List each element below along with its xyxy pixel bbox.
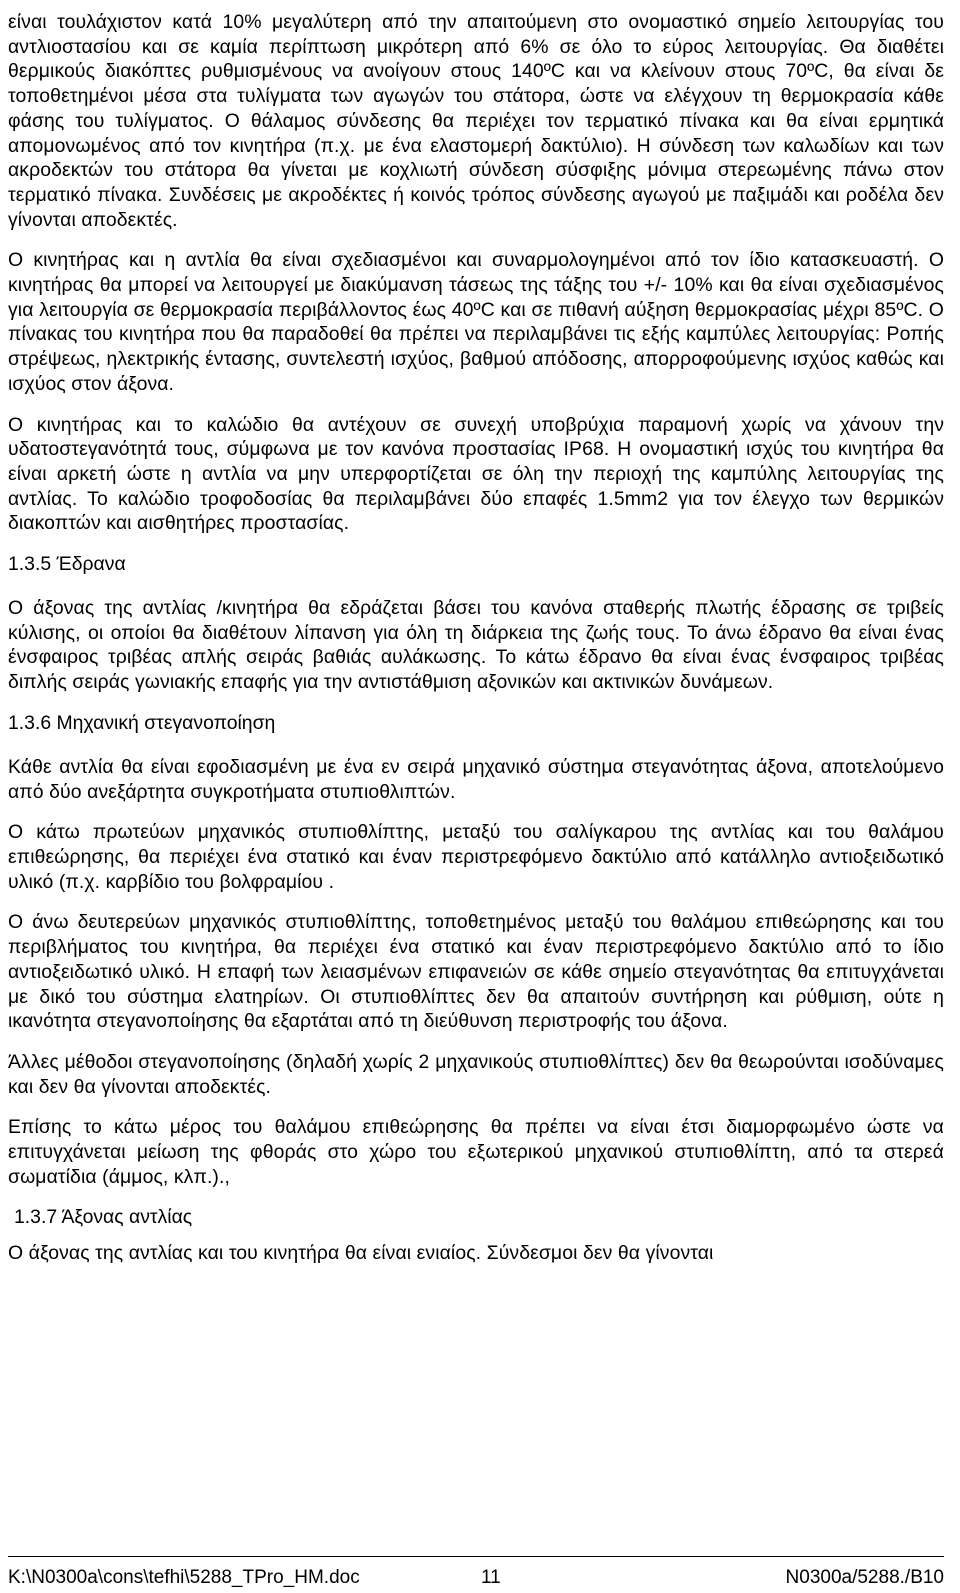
heading-title: Έδρανα bbox=[56, 553, 126, 576]
document-body bbox=[8, 10, 944, 1282]
paragraph-motor-design: Ο κινητήρας και η αντλία θα είναι σχεδιασμένοι και συναρμολογημένοι από τον ίδιο κατασκευαστή. Ο κινητήρας θα μπορεί να λειτουργεί με διακύμανση τάσεως της τάξης του +/- 10% και θα είναι σχεδιασμένος για λειτουργία σε θερμοκρασία περιβάλλοντος έως 40ºC και σε πιθανή αύξηση θερμοκρασίας μέχρι 85ºC. Ο πίνακας του κινητήρα που θα παραδοθεί θα πρέπει να περιλαμβάνει τις εξής καμπύλες λειτουργίας: Ροπής στρέψεως, ηλεκτρικής έντασης, συντελεστή ισχύος, βαθμού απόδοσης, απορροφούμενης ισχύος καθώς και ισχύος στον άξονα. bbox=[8, 249, 944, 395]
heading-title: Άξονας αντλίας bbox=[61, 1206, 193, 1229]
heading-number: 1.3.6 bbox=[8, 711, 52, 734]
paragraph-motor-thermal-switches: είναι τουλάχιστον κατά 10% μεγαλύτερη από την απαιτούμενη στο ονομαστικό σημείο λειτουργίας του αντλιοστασίου και σε καμία περίπτωση μικρότερη από 6% σε όλο το εύρος λειτουργίας. Θα διαθέτει θερμικούς διακόπτες ρυθμισμένους να ανοίγουν στους 140ºC και να κλείνουν στους 70ºC, θα είναι δε τοποθετημένοι μέσα στα τυλίγματα των αγωγών του στάτορα, ώστε να ελέγχουν τη θερμοκρασία κάθε φάσης του τυλίγματος. Ο θάλαμος σύνδεσης θα περιέχει τον τερματικό πίνακα και θα είναι ερμητικά απομονωμένος από τον κινητήρα (π.χ. με ένα ελαστομερή δακτύλιο). Η σύνδεση των καλωδίων και των ακροδεκτών του στάτορα θα γίνεται με κοχλιωτή σύνδεση σύσφιξης μόνιμα στερεωμένης πάνω στον τερματικό πίνακα. Συνδέσεις με ακροδέκτες ή κοινός τρόπος σύνδεσης αγωγού με παξιμάδι και ροδέλα δεν γίνονται αποδεκτές. bbox=[8, 11, 944, 231]
paragraph-bearings: Ο άξονας της αντλίας /κινητήρα θα εδράζεται βάσει του κανόνα σταθερής πλωτής έδρασης σε τριβείς κύλισης, οι οποίοι θα διαθέτουν λίπανση για όλη τη διάρκεια της ζωής τους. Το άνω έδρανο θα είναι ένας ένσφαιρος τριβέας απλής σειράς βαθιάς αυλάκωσης. Το κάτω έδρανο θα είναι ένας ένσφαιρος τριβέας διπλής σειράς γωνιακής επαφής για την αντιστάθμιση αξονικών και ακτινικών δυνάμεων. bbox=[8, 597, 944, 694]
paragraph-inspection-chamber: Επίσης το κάτω μέρος του θαλάμου επιθεώρησης θα πρέπει να είναι έτσι διαμορφωμένο ώστε να επιτυγχάνεται μείωση της φθοράς στο χώρο του εξωτερικού μηχανικού στυπιοθλίπτη, από τα στερεά σωματίδια (άμμος, κλπ.)., bbox=[8, 1116, 944, 1188]
heading-number: 1.3.7 bbox=[14, 1206, 58, 1229]
heading-1-3-7 bbox=[14, 1205, 944, 1229]
heading-number: 1.3.5 bbox=[8, 553, 52, 576]
heading-1-3-6 bbox=[8, 711, 944, 735]
paragraph-upper-seal: Ο άνω δευτερεύων μηχανικός στυπιοθλίπτης, τοποθετημένος μεταξύ του θαλάμου επιθεώρησης και του περιβλήματος του κινητήρα, θα περιέχει ένα στατικό και έναν περιστρεφόμενο δακτύλιο από το ίδιο αντιοξειδωτικό υλικό. Η επαφή των λειασμένων επιφανειών σε κάθε σημείο στεγανότητας θα επιτυγχάνεται με δικό του σύστημα ελατηρίων. Οι στυπιοθλίπτες δεν θα απαιτούν συντήρηση και ρύθμιση, ούτε η ικανότητα στεγανοποίησης θα εξαρτάται από τη διεύθυνση περιστροφής του άξονα. bbox=[8, 911, 944, 1033]
paragraph-other-seal-methods: Άλλες μέθοδοι στεγανοποίησης (δηλαδή χωρίς 2 μηχανικούς στυπιοθλίπτες) δεν θα θεωρούνται ισοδύναμες και δεν θα γίνονται αποδεκτές. bbox=[8, 1050, 944, 1098]
footer-file-path: K:\N0300a\cons\tefhi\5288_TPro_HM.doc bbox=[8, 1567, 360, 1588]
heading-1-3-5 bbox=[8, 552, 944, 576]
heading-title: Μηχανική στεγανοποίηση bbox=[56, 711, 276, 734]
paragraph-motor-cable-ip68: Ο κινητήρας και το καλώδιο θα αντέχουν σε συνεχή υποβρύχια παραμονή χωρίς να χάνουν την υδατοστεγανότητά τους, σύμφωνα με τον κανόνα προστασίας IP68. Η ονομαστική ισχύς του κινητήρα θα είναι αρκετή ώστε η αντλία να μην υπερφορτίζεται σε όλη την περιοχή της καμπύλης λειτουργίας της αντλίας. Το καλώδιο τροφοδοσίας θα περιλαμβάνει δύο επαφές 1.5mm2 για τον έλεγχο των θερμικών διακοπτών και αισθητήρες προστασίας. bbox=[8, 413, 944, 535]
paragraph-seal-system: Κάθε αντλία θα είναι εφοδιασμένη με ένα εν σειρά μηχανικό σύστημα στεγανότητας άξονα, αποτελούμενο από δύο ανεξάρτητα συγκροτήματα στυπιοθλιπτών. bbox=[8, 755, 944, 803]
paragraph-lower-seal: Ο κάτω πρωτεύων μηχανικός στυπιοθλίπτης, μεταξύ του σαλίγκαρου της αντλίας και του θαλάμου επιθεώρησης, θα περιέχει ένα στατικό και έναν περιστρεφόμενο δακτύλιο από κατάλληλο αντιοξειδωτικό υλικό (π.χ. καρβίδιο του βολφραμίου . bbox=[8, 821, 944, 893]
footer-reference: N0300a/5288./B10 bbox=[785, 1567, 944, 1588]
paragraph-shaft: Ο άξονας της αντλίας και του κινητήρα θα είναι ενιαίος. Σύνδεσμοι δεν θα γίνονται bbox=[8, 1242, 714, 1265]
footer-page-number: 11 bbox=[481, 1567, 501, 1588]
page-footer bbox=[8, 1556, 944, 1593]
